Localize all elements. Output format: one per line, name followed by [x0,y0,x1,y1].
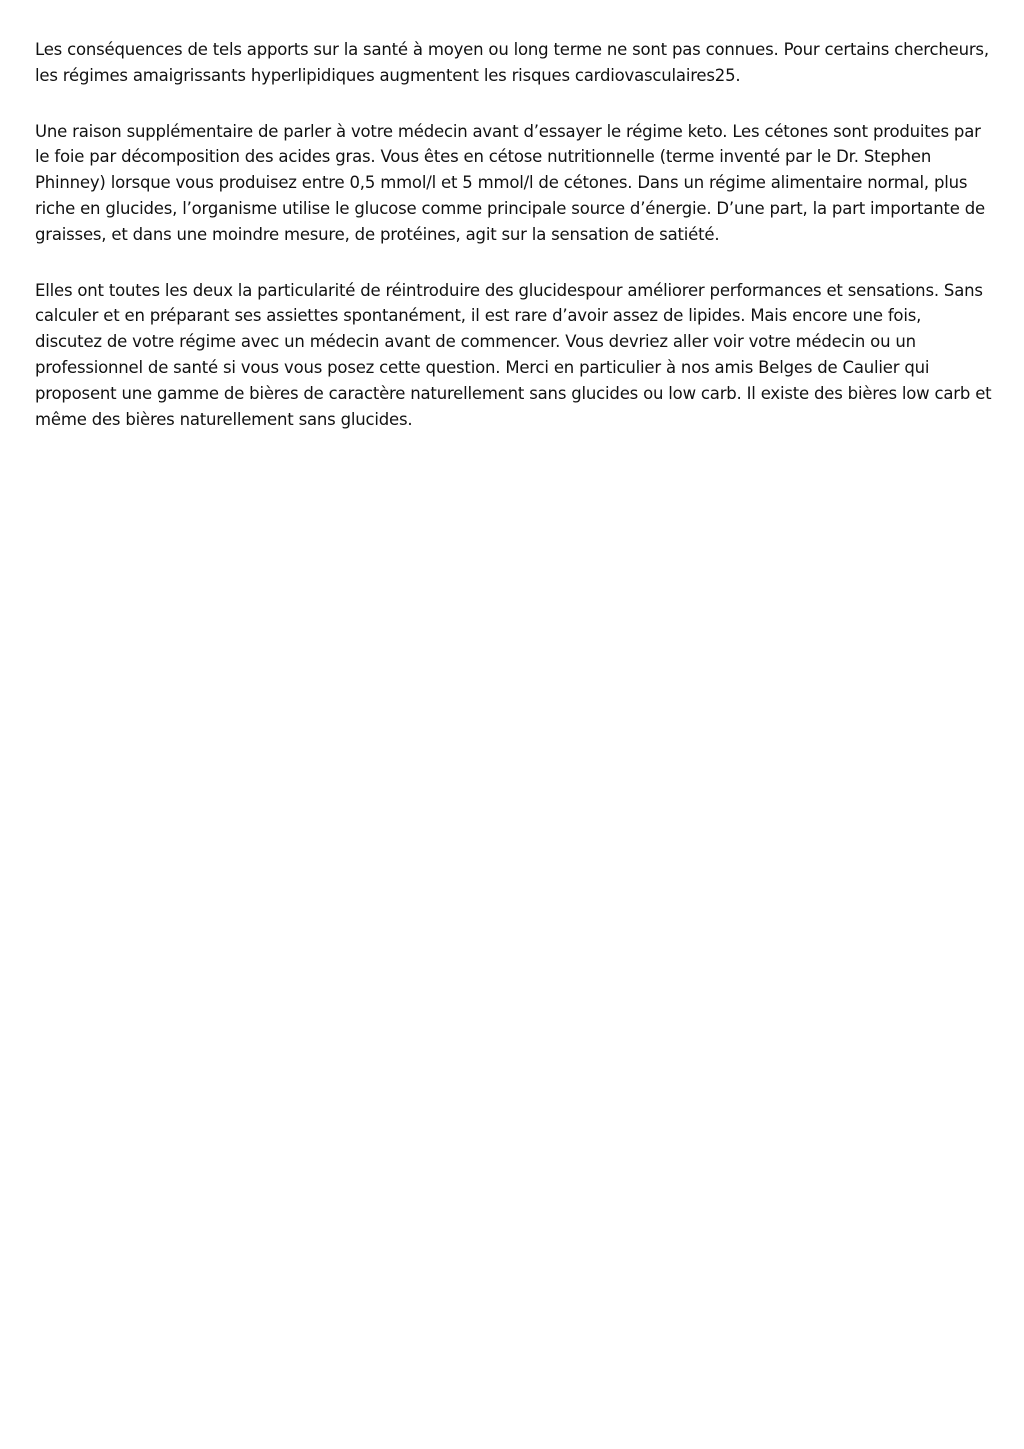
document-page [35,37,993,462]
paragraph-2: Une raison supplémentaire de parler à votre médecin avant d’essayer le régime keto. Les cétones sont produites par le foie par décomposition des acides gras. Vous êtes en cétose nutritionnelle (terme inventé par le Dr. Stephen Phinney) lorsque vous produisez entre 0,5 mmol/l et 5 mmol/l de cétones. Dans un régime alimentaire normal, plus riche en glucides, l’organisme utilise le glucose comme principale source d’énergie. D’une part, la part importante de graisses, et dans une moindre mesure, de protéines, agit sur la sensation de satiété. [35,121,985,244]
paragraph-1: Les conséquences de tels apports sur la santé à moyen ou long terme ne sont pas connues. Pour certains chercheurs, les régimes amaigrissants hyperlipidiques augmentent les risques cardiovasculaires25. [35,40,989,85]
paragraph-3: Elles ont toutes les deux la particularité de réintroduire des glucidespour améliorer performances et sensations. Sans calculer et en préparant ses assiettes spontanément, il est rare d’avoir assez de lipides. Mais encore une fois, discutez de votre régime avec un médecin avant de commencer. Vous devriez aller voir votre médecin ou un professionnel de santé si vous vous posez cette question. Merci en particulier à nos amis Belges de Caulier qui proposent une gamme de bières de caractère naturellement sans glucides ou low carb. Il existe des bières low carb et même des bières naturellement sans glucides. [35,280,992,429]
